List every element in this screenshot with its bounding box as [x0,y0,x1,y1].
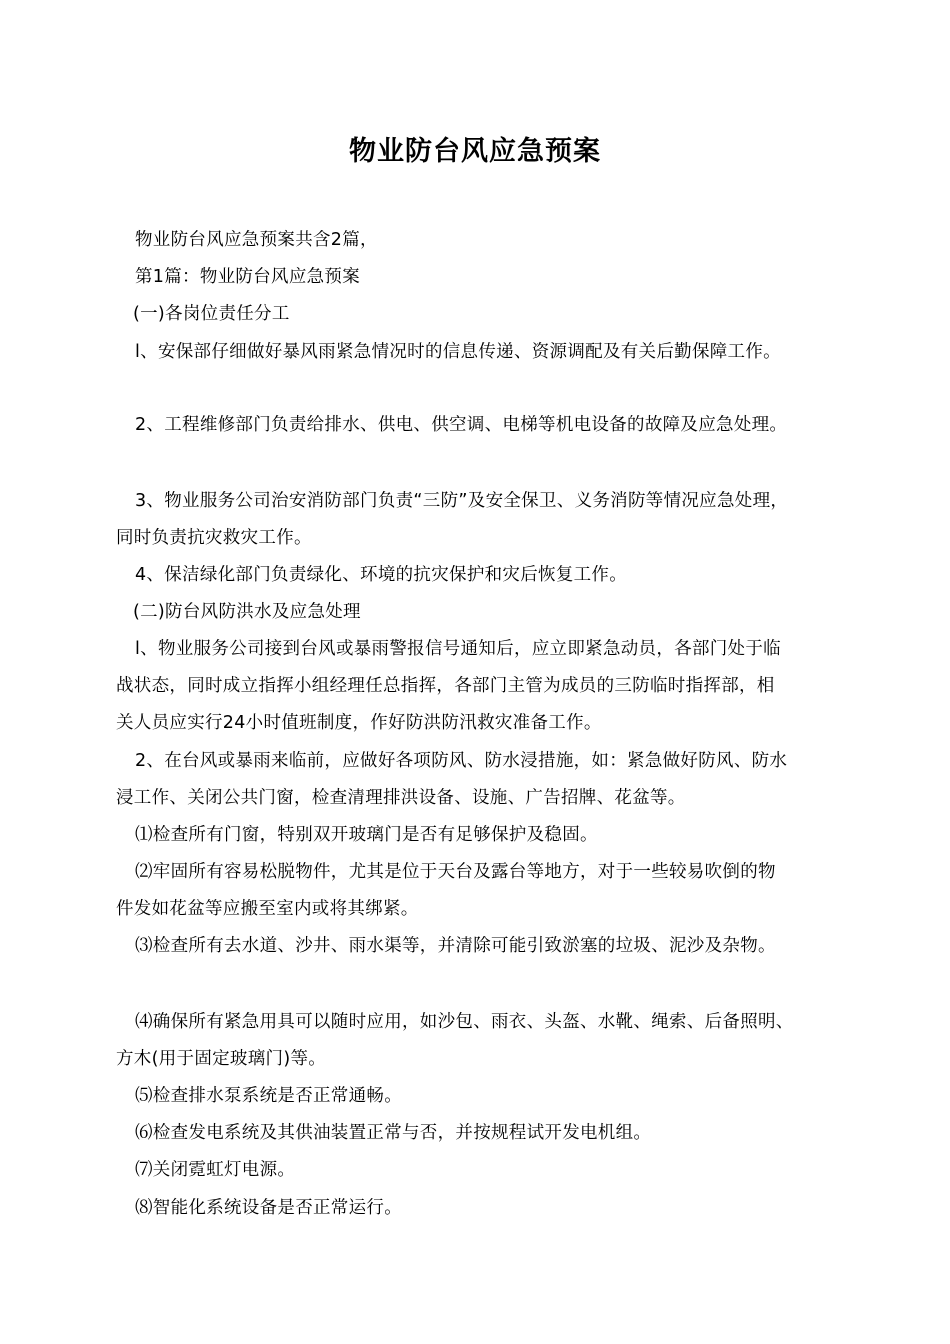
list-item: 方木(用于固定玻璃门)等。 [116,1049,327,1069]
paragraph-line: l、物业服务公司接到台风或暴雨警报信号通知后，应立即紧急动员，各部门处于临 [135,639,781,659]
list-item: ⑷确保所有紧急用具可以随时应用，如沙包、雨衣、头盔、水靴、绳索、后备照明、 [135,1012,794,1032]
document-title: 物业防台风应急预案 [349,136,601,167]
section-heading: (二)防台风防洪水及应急处理 [133,602,361,622]
paragraph-line: 同时负责抗灾救灾工作。 [116,528,312,548]
section-heading: (一)各岗位责任分工 [133,304,290,324]
intro-line: 物业防台风应急预案共含2篇， [135,230,378,250]
list-item: ⑸检查排水泵系统是否正常通畅。 [135,1086,402,1106]
list-item: ⑻智能化系统设备是否正常运行。 [135,1198,402,1218]
list-item: 件发如花盆等应搬至室内或将其绑紧。 [116,899,419,919]
list-item: ⑶检查所有去水道、沙井、雨水渠等，并清除可能引致淤塞的垃圾、泥沙及杂物。 [135,936,776,956]
paragraph-line: 浸工作、关闭公共门窗，检查清理排洪设备、设施、广告招牌、花盆等。 [116,788,686,808]
list-item: ⑵牢固所有容易松脱物件，尤其是位于天台及露台等地方，对于一些较易吹倒的物 [135,862,776,882]
list-item: ⑺关闭霓虹灯电源。 [135,1160,296,1180]
list-item: ⑴检查所有门窗，特别双开玻璃门是否有足够保护及稳固。 [135,825,598,845]
paragraph-line: 2、在台风或暴雨来临前，应做好各项防风、防水浸措施，如：紧急做好防风、防水 [135,751,788,771]
paragraph-line: 战状态，同时成立指挥小组经理任总指挥，各部门主管为成员的三防临时指挥部，相 [116,676,775,696]
paragraph-line: 4、保洁绿化部门负责绿化、环境的抗灾保护和灾后恢复工作。 [135,565,628,585]
paragraph-line: 2、工程维修部门负责给排水、供电、供空调、电梯等机电设备的故障及应急处理。 [135,415,788,435]
list-item: ⑹检查发电系统及其供油装置正常与否，并按规程试开发电机组。 [135,1123,652,1143]
paragraph-line: l、安保部仔细做好暴风雨紧急情况时的信息传递、资源调配及有关后勤保障工作。 [135,342,781,362]
chapter-heading: 第1篇：物业防台风应急预案 [135,267,361,287]
paragraph-line: 关人员应实行24小时值班制度，作好防洪防汛救灾准备工作。 [116,713,602,733]
paragraph-line: 3、物业服务公司治安消防部门负责“三防”及安全保卫、义务消防等情况应急处理， [135,491,789,511]
